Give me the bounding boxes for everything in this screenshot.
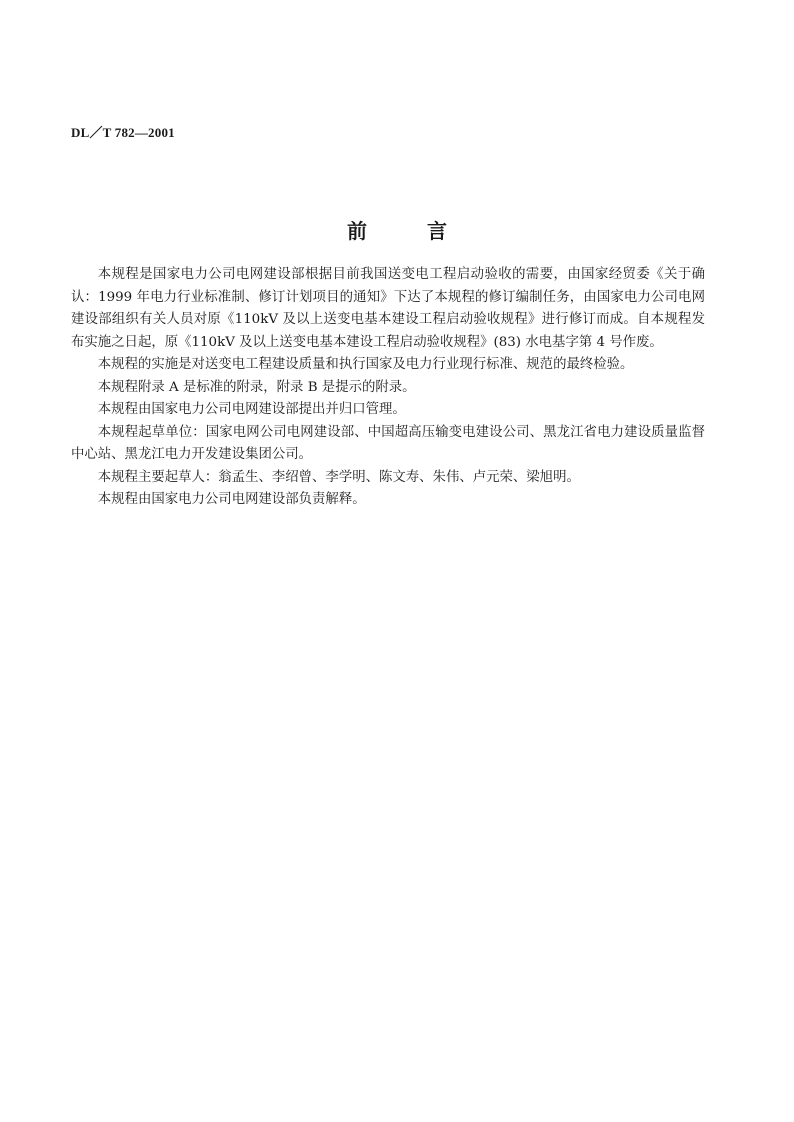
paragraph-2: 本规程的实施是对送变电工程建设质量和执行国家及电力行业现行标准、规范的最终检验。 bbox=[97, 357, 634, 372]
document-code: DL／T 782—2001 bbox=[71, 125, 175, 140]
paragraph-7: 本规程由国家电力公司电网建设部负责解释。 bbox=[97, 492, 366, 507]
title-char-1: 前 bbox=[347, 219, 367, 243]
paragraph-6: 本规程主要起草人：翁孟生、李绍曾、李学明、陈文寿、朱伟、卢元荣、梁旭明。 bbox=[97, 469, 580, 485]
paragraph-1: 本规程是国家电力公司电网建设部根据目前我国送变电工程启动验收的需要，由国家经贸委《关于确认：1999 年电力行业标准制、修订计划项目的通知》下达了本规程的修订编制任务，由国家电力公司电网建设部组织有关人员对原《110kV 及以上送变电基本建设工程启动验收规程》进行修订而成。自本规程发布实施之日起，原《110kV 及以上送变电基本建设工程启动验收规程》(83) 水电基字第 4 号作废。 bbox=[71, 267, 705, 350]
paragraph-3: 本规程附录 A 是标准的附录，附录 B 是提示的附录。 bbox=[97, 379, 416, 395]
page-title bbox=[0, 217, 794, 245]
paragraph-5: 本规程起草单位：国家电网公司电网建设部、中国超高压输变电建设公司、黑龙江省电力建设质量监督中心站、黑龙江电力开发建设集团公司。 bbox=[71, 424, 705, 462]
paragraph-4: 本规程由国家电力公司电网建设部提出并归口管理。 bbox=[97, 402, 406, 417]
title-char-2: 言 bbox=[427, 219, 447, 243]
preface-body bbox=[71, 264, 705, 512]
